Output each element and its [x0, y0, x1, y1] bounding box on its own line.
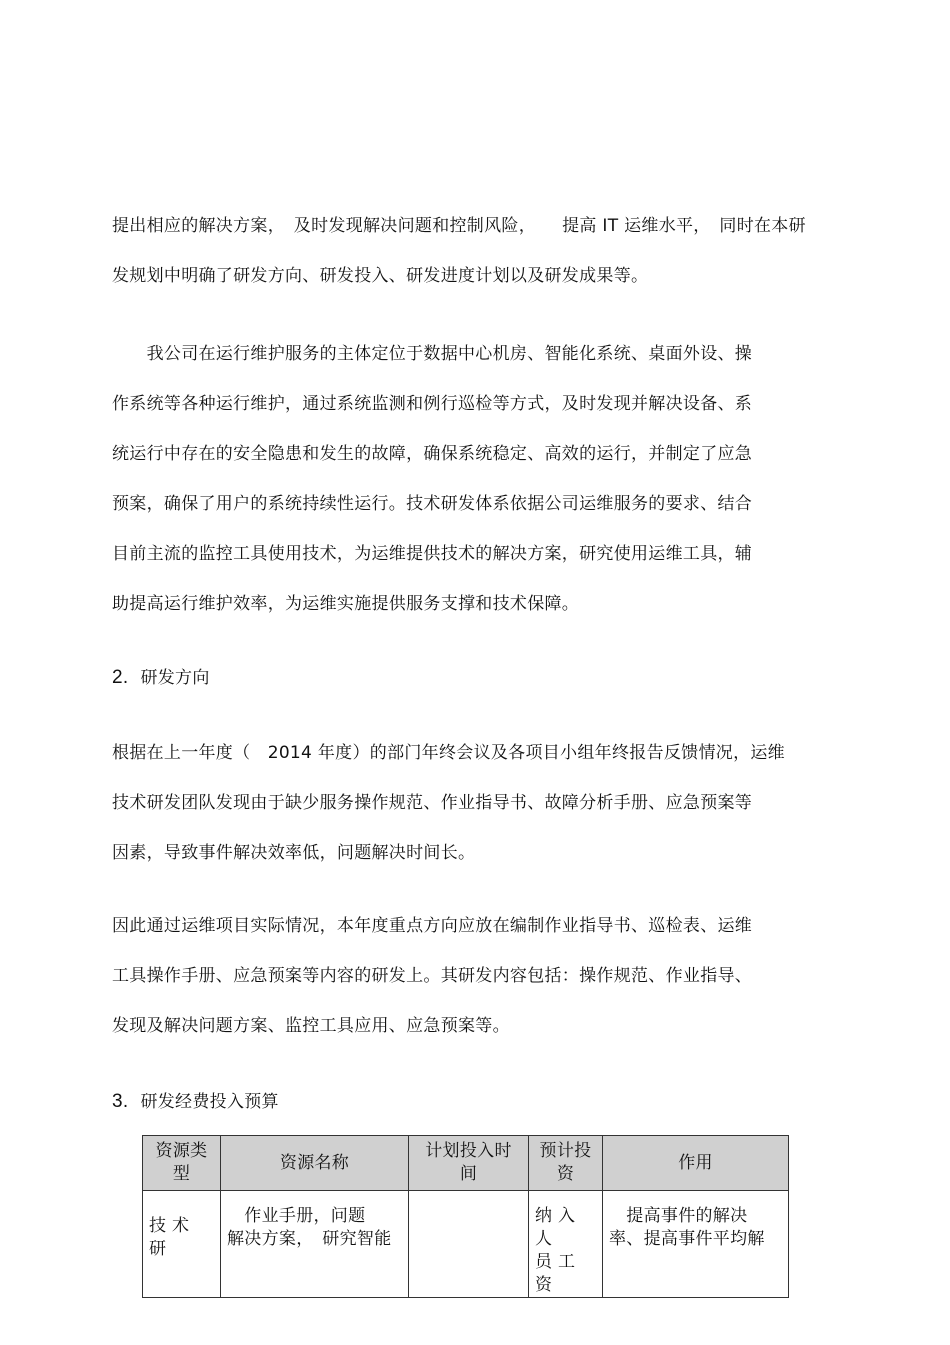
- cell-resource-name: 作业手册，问题 解决方案， 研究智能: [221, 1191, 409, 1298]
- paragraph-2-line-2: 作系统等各种运行维护，通过系统监测和例行巡检等方式，及时发现并解决设备、系: [112, 394, 753, 414]
- header-planned-time: 计划投入时 间: [409, 1136, 529, 1191]
- cell-resource-type: 技术研: [143, 1191, 221, 1298]
- header-estimated-investment: 预计投 资: [529, 1136, 603, 1191]
- paragraph-3-line-1: 根据在上一年度（ 2014 年度）的部门年终会议及各项目小组年终报告反馈情况，运维: [112, 743, 785, 763]
- paragraph-2-line-3: 统运行中存在的安全隐患和发生的故障，确保系统稳定、高效的运行，并制定了应急: [112, 444, 753, 464]
- section-heading-2: [112, 667, 210, 689]
- paragraph-2-line-6: 助提高运行维护效率，为运维实施提供服务支撑和技术保障。: [112, 594, 580, 614]
- section-title: 研发方向: [140, 668, 210, 688]
- paragraph-4-line-3: 发现及解决问题方案、监控工具应用、应急预案等。: [112, 1016, 510, 1036]
- cell-effect: 提高事件的解决 率、提高事件平均解: [603, 1191, 789, 1298]
- paragraph-4-line-1: 因此通过运维项目实际情况，本年度重点方向应放在编制作业指导书、巡检表、运维: [112, 916, 753, 936]
- cell-planned-time: [409, 1191, 529, 1298]
- paragraph-4-line-2: 工具操作手册、应急预案等内容的研发上。其研发内容包括：操作规范、作业指导、: [112, 966, 753, 986]
- table-row: [143, 1191, 789, 1298]
- paragraph-3-line-3: 因素，导致事件解决效率低，问题解决时间长。: [112, 843, 476, 863]
- cell-estimated-investment: 纳入人 员工资: [529, 1191, 603, 1298]
- paragraph-2-line-4: 预案，确保了用户的系统持续性运行。技术研发体系依据公司运维服务的要求、结合: [112, 494, 753, 514]
- section-title: 研发经费投入预算: [140, 1092, 279, 1112]
- paragraph-2-line-1: 我公司在运行维护服务的主体定位于数据中心机房、智能化系统、桌面外设、操: [112, 344, 753, 364]
- header-resource-type: 资源类 型: [143, 1136, 221, 1191]
- header-resource-name: 资源名称: [221, 1136, 409, 1191]
- section-heading-3: [112, 1091, 279, 1113]
- paragraph-2-line-5: 目前主流的监控工具使用技术，为运维提供技术的解决方案，研究使用运维工具，辅: [112, 544, 753, 564]
- budget-table: [142, 1135, 789, 1298]
- section-number: 2.: [112, 667, 129, 688]
- section-number: 3.: [112, 1091, 129, 1112]
- paragraph-1-line-1: 提出相应的解决方案， 及时发现解决问题和控制风险， 提高 IT 运维水平， 同时在本研: [112, 216, 806, 236]
- paragraph-1-line-2: 发规划中明确了研发方向、研发投入、研发进度计划以及研发成果等。: [112, 266, 649, 286]
- table-header-row: [143, 1136, 789, 1191]
- paragraph-3-line-2: 技术研发团队发现由于缺少服务操作规范、作业指导书、故障分析手册、应急预案等: [112, 793, 753, 813]
- header-effect: 作用: [603, 1136, 789, 1191]
